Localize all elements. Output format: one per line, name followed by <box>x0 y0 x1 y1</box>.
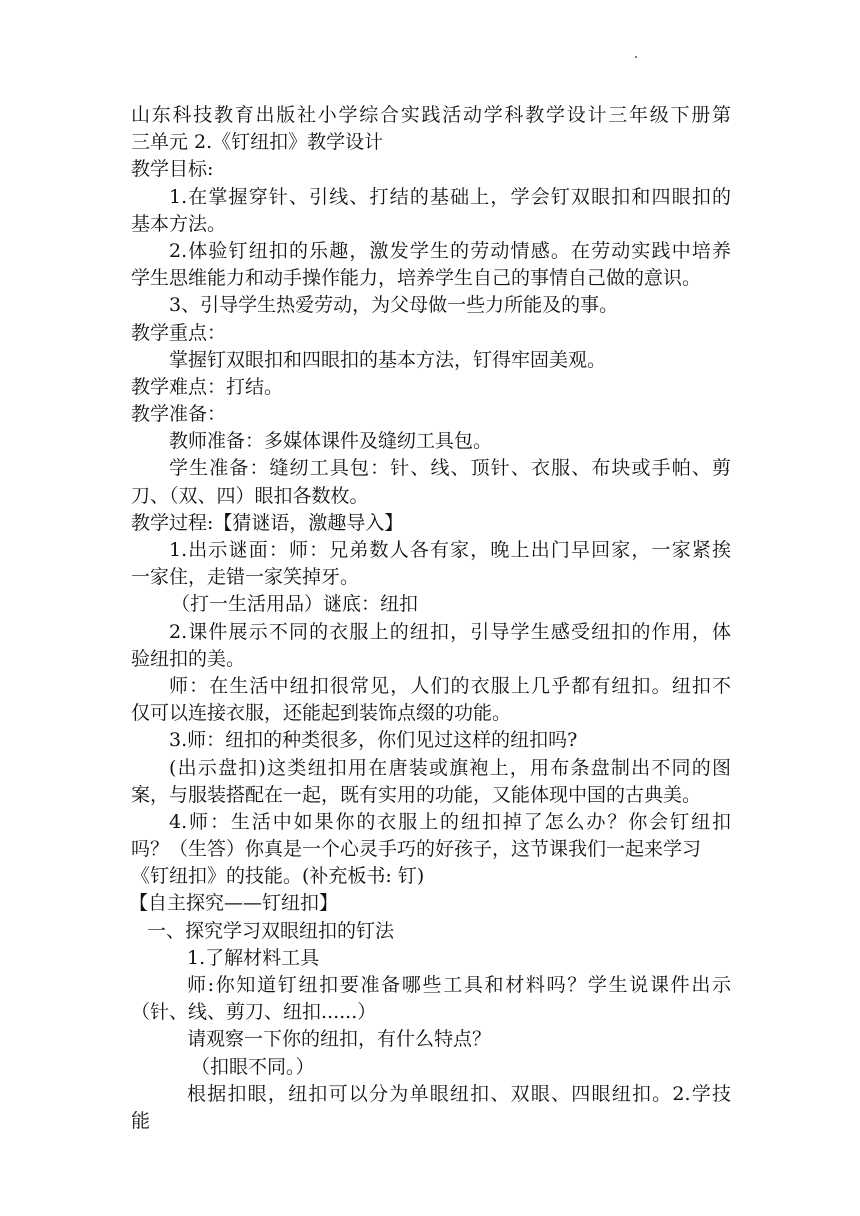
paragraph-line: 仅可以连接衣服，还能起到装饰点缀的功能。 <box>131 702 512 725</box>
paragraph-line: 学生思维能力和动手操作能力，培养学生自己的事情自己做的意识。 <box>131 267 702 290</box>
paragraph-line: 掌握钉双眼扣和四眼扣的基本方法，钉得牢固美观。 <box>169 348 607 371</box>
page-marker-dot <box>635 56 637 58</box>
subheading-two-hole-button: 一、探究学习双眼纽扣的钉法 <box>147 919 395 942</box>
paragraph-line: 验纽扣的美。 <box>131 647 246 670</box>
paragraph-line: 能 <box>131 1109 151 1132</box>
paragraph-line: 刀、（双、四）眼扣各数枚。 <box>131 484 369 507</box>
paragraph-line: 师：在生活中纽扣很常见，人们的衣服上几乎都有纽扣。纽扣不 <box>169 674 731 697</box>
subheading-materials: 1.了解材料工具 <box>187 946 320 969</box>
paragraph-line: (出示盘扣)这类纽扣用在唐装或旗袍上，用布条盘制出不同的图 <box>169 756 731 779</box>
paragraph-line: 2.课件展示不同的衣服上的纽扣，引导学生感受纽扣的作用，体 <box>169 620 731 643</box>
paragraph-line: 4.师：生活中如果你的衣服上的纽扣掉了怎么办？你会钉纽扣 <box>169 810 731 833</box>
paragraph-line: 3、引导学生热爱劳动，为父母做一些力所能及的事。 <box>169 294 619 317</box>
paragraph-line: （扣眼不同。） <box>191 1055 315 1078</box>
heading-teaching-goals: 教学目标: <box>131 158 214 181</box>
paragraph-line: 请观察一下你的纽扣，有什么特点？ <box>187 1028 492 1051</box>
title-line-1: 山东科技教育出版社小学综合实践活动学科教学设计三年级下册第 <box>131 104 731 126</box>
title-line-2: 三单元 2.《钉纽扣》教学设计 <box>131 131 384 154</box>
heading-preparation: 教学准备： <box>131 403 227 426</box>
heading-teaching-process: 教学过程:【猜谜语，激趣导入】 <box>131 511 404 534</box>
heading-self-exploration: 【自主探究——钉纽扣】 <box>129 892 339 915</box>
heading-difficult-points: 教学难点：打结。 <box>131 375 284 398</box>
paragraph-line: 一家住，走错一家笑掉牙。 <box>131 566 360 589</box>
paragraph-line: 2.体验钉纽扣的乐趣，激发学生的劳动情感。在劳动实践中培养 <box>169 239 731 262</box>
paragraph-line: 师:你知道钉纽扣要准备哪些工具和材料吗？学生说课件出示 <box>187 974 731 996</box>
paragraph-line: 3.师：纽扣的种类很多，你们见过这样的纽扣吗? <box>169 729 578 752</box>
paragraph-line: 吗？（生答）你真是一个心灵手巧的好孩子，这节课我们一起来学习 <box>131 838 702 861</box>
paragraph-line: 学生准备：缝纫工具包：针、线、顶针、衣服、布块或手帕、剪 <box>169 457 731 480</box>
paragraph-line: 《钉纽扣》的技能。(补充板书: 钉) <box>131 865 425 888</box>
document-body <box>131 102 731 1135</box>
paragraph-line: 案，与服装搭配在一起，既有实用的功能，又能体现中国的古典美。 <box>131 783 702 806</box>
heading-key-points: 教学重点： <box>131 321 227 344</box>
paragraph-line: 根据扣眼，纽扣可以分为单眼纽扣、双眼、四眼纽扣。2.学技 <box>187 1082 731 1105</box>
paragraph-line: 教师准备：多媒体课件及缝纫工具包。 <box>169 430 493 453</box>
paragraph-line: 1.出示谜面：师：兄弟数人各有家，晚上出门早回家，一家紧挨 <box>169 539 731 561</box>
paragraph-line: （打一生活用品）谜底：纽扣 <box>171 593 419 616</box>
paragraph-line: 基本方法。 <box>131 212 227 235</box>
paragraph-line: 1.在掌握穿针、引线、打结的基础上，学会钉双眼扣和四眼扣的 <box>169 185 731 208</box>
paragraph-line: （针、线、剪刀、纽扣......） <box>131 1001 377 1024</box>
